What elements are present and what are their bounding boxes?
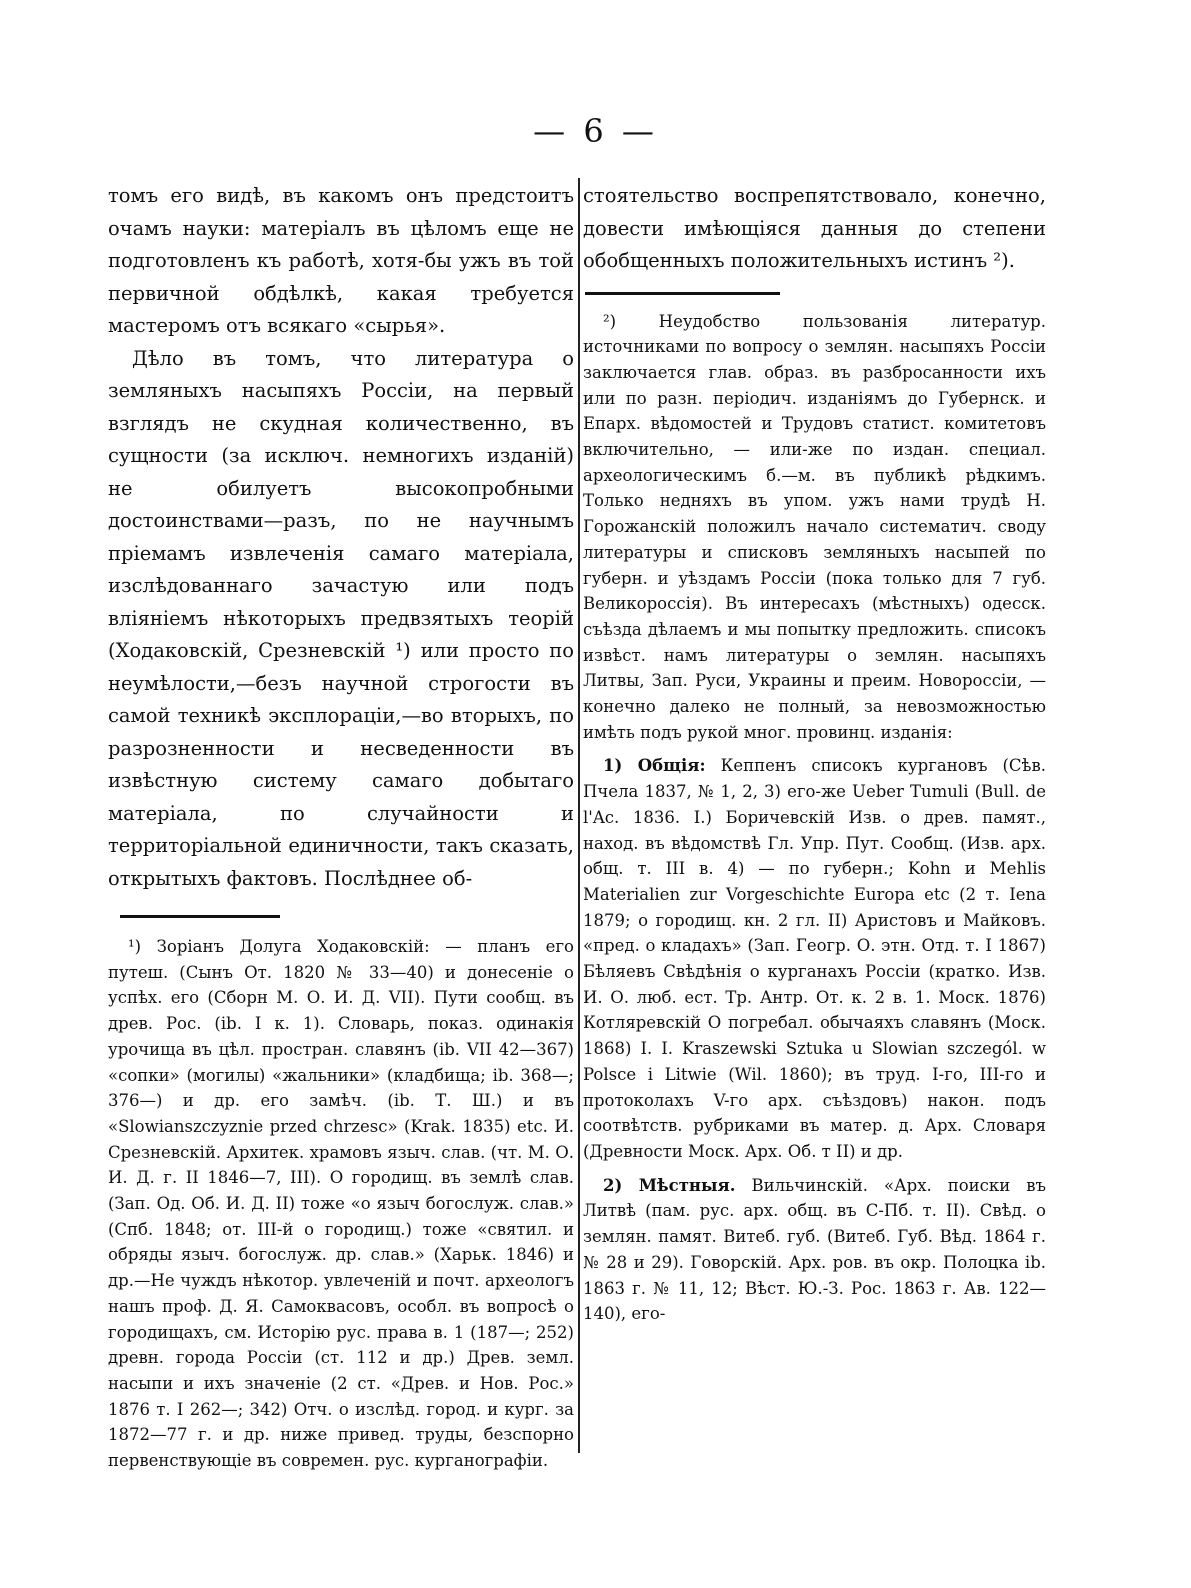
right-paragraph-1: стоятельство воспрепятствовало, конечно, довести имѣющіяся данныя до степени обобщенныхъ положительныхъ истинъ ²).: [583, 184, 1046, 272]
footnote-2-intro: ²) Неудобство пользованія литератур. источниками по вопросу о землян. насыпяхъ Россіи заключается глав. образ. въ разбросанности ихъ или по разн. періодич. изданіямъ до Губернск. и Епарх. вѣдомостей и Трудовъ статист. комитетовъ включительно, — или-же по издан. специал. археологическимъ б.—м. въ публикѣ рѣдкимъ. Только недняхъ въ упом. ужъ нами трудѣ Н. Горожанскій положилъ начало систематич. своду литературы и списковъ земляныхъ насыпей по губерн. и уѣздамъ Россіи (пока только для 7 губ. Великороссія). Въ интересахъ (мѣстныхъ) одесск. съѣзда дѣлаемъ и мы попытку предложить. списокъ извѣст. намъ литературы о землян. насыпяхъ Литвы, Зап. Руси, Украины и преим. Новороссіи, — конечно далеко не полный, за невозможностью имѣть подъ рукой мног. провинц. изданія:: [583, 311, 1046, 742]
footnote-rule: [120, 915, 280, 918]
footnote-2-local-heading: 2) Мѣстныя.: [603, 1175, 736, 1195]
footnote-1: ¹) Зоріанъ Долуга Ходаковскій: — планъ его путеш. (Сынъ От. 1820 № 33—40) и донесеніе о успѣх. его (Сборн М. О. И. Д. VII). Пути сообщ. въ древ. Рос. (ib. I к. 1). Словарь, показ. одинакія урочища въ цѣл. простран. славянъ (ib. VII 42—367) «сопки» (могилы) «жальники» (кладбища; ib. 368—; 376—) и др. его замѣч. (ib. Т. Ш.) и въ «Slowianszczyznie przed chrzesc» (Krak. 1835) etc. И. Срезневскій. Архитек. храмовъ языч. слав. (чт. М. О. И. Д. г. II 1846—7, III). О городищ. въ землѣ слав. (Зап. Од. Об. И. Д. II) тоже «о языч богослуж. слав.» (Спб. 1848; от. III-й о городищ.) тоже «святил. и обряды языч. богослуж. др. слав.» (Харьк. 1846) и др.—Не чуждъ нѣкотор. увлеченій и почт. археологъ нашъ проф. Д. Я. Самоквасовъ, особл. въ вопросѣ о городищахъ, см. Исторію рус. права в. 1 (187—; 252) древн. города Россіи (ст. 112 и др.) Древ. земл. насыпи и ихъ значеніе (2 ст. «Древ. и Нов. Рос.» 1876 т. I 262—; 342) Отч. о изслѣд. город. и кург. за 1872—77 г. и др. ниже привед. труды, безспорно первенствующіе въ современ. рус. курганографіи.: [108, 937, 574, 1471]
left-paragraph-2: Дѣло въ томъ, что литература о земляныхъ насыпяхъ Россіи, на первый взглядъ не скудная количественно, въ сущности (за исключ. немногихъ изданій) не обилуетъ высокопробными достоинствами—разъ, по не научнымъ пріемамъ извлеченія самаго матеріала, изслѣдованнаго зачастую или подъ вліяніемъ нѣкоторыхъ предвзятыхъ теорій (Ходаковскій, Срезневскій ¹) или просто по неумѣлости,—безъ научной строгости въ самой техникѣ эксплораціи,—во вторыхъ, по разрозненности и несведенности въ извѣстную систему самаго добытаго матеріала, по случайности и территоріальной единичности, такъ сказать, открытыхъ фактовъ. Послѣднее об-: [108, 346, 574, 890]
footnote-2-general: [583, 753, 1046, 1164]
footnote-2-local-body: Вильчинскій. «Арх. поиски въ Литвѣ (пам. рус. арх. общ. въ С-Пб. т. II). Свѣд. о землян. памят. Витеб. губ. (Витеб. Губ. Вѣд. 1864 г. № 28 и 29). Говорскій. Арх. ров. въ окр. Полоцка ib. 1863 г. № 11, 12; Вѣст. Ю.-З. Рос. 1863 г. Ав. 122—140), его-: [583, 1175, 1046, 1324]
right-column: [583, 180, 1046, 1327]
page-number: — 6 —: [533, 112, 658, 150]
footnote-2-general-body: Кеппенъ списокъ кургановъ (Сѣв. Пчела 1837, № 1, 2, 3) его-же Ueber Tumuli (Bull. de l'Ac. 1836. I.) Боричевскій Изв. о древ. памят., наход. въ вѣдомствѣ Гл. Упр. Пут. Сообщ. (Изв. арх. общ. т. III в. 4) — по губерн.; Kohn и Mehlis Materialien zur Vorgeschichte Europa etc (2 т. Iena 1879; о городищ. кн. 2 гл. II) Аристовъ и Майковъ. «пред. о кладахъ» (Зап. Геогр. О. этн. Отд. т. I 1867) Бѣляевъ Свѣдѣнія о курганахъ Россіи (кратко. Изв. И. О. люб. ест. Тр. Антр. От. к. 2 в. 1. Моск. 1876) Котляревскій О погребал. обычаяхъ славянъ (Моск. 1868) I. I. Kraszewski Sztuka u Slowian szczegól. w Polsce i Litwie (Wil. 1860); въ труд. I-го, III-го и протоколахъ V-го арх. съѣздовъ) након. подъ соотвѣтств. рубриками въ матер. д. Арх. Словаря (Древности Моск. Арх. Об. т II) и др.: [583, 756, 1046, 1161]
column-divider: [578, 178, 580, 1453]
footnote-2-general-heading: 1) Общія:: [603, 756, 706, 776]
footnote-2-local: [583, 1173, 1046, 1327]
left-paragraph-1: томъ его видѣ, въ какомъ онъ предстоитъ очамъ науки: матеріалъ въ цѣломъ еще не подготовленъ къ работѣ, хотя-бы ужъ въ той первичной обдѣлкѣ, какая требуется мастеромъ отъ всякаго «сырья».: [108, 184, 574, 337]
left-column: [108, 180, 574, 1474]
footnote-rule: [585, 292, 780, 295]
